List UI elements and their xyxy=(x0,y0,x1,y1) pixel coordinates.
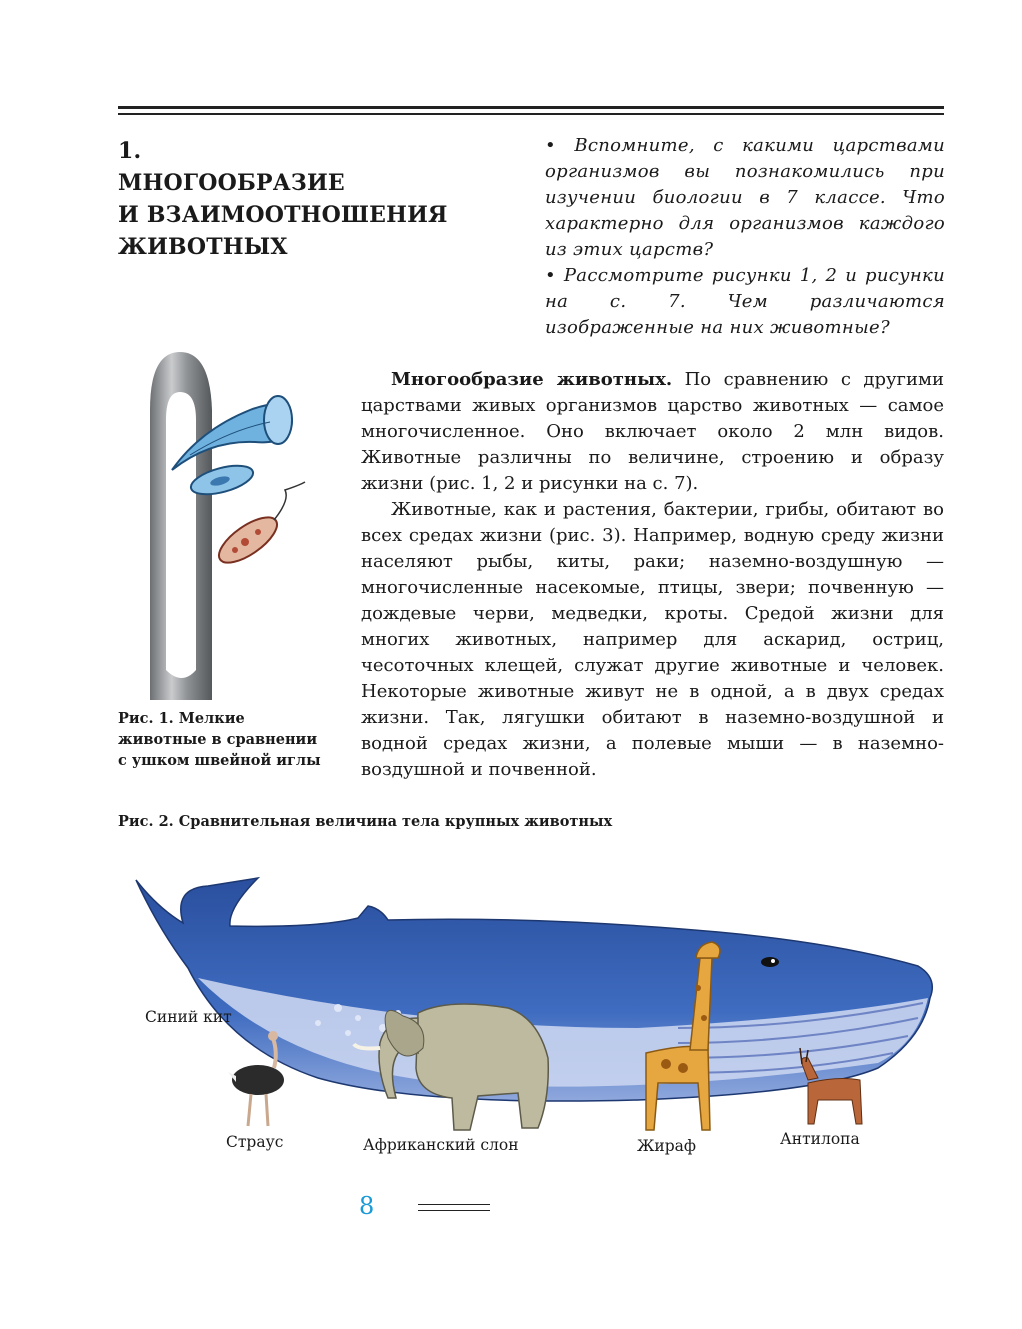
main-text xyxy=(361,367,944,783)
label-ostrich: Страус xyxy=(226,1133,284,1151)
needle-eye xyxy=(166,392,196,678)
chapter-title-line-1: МНОГООБРАЗИЕ xyxy=(118,170,345,196)
intro-question-1: • Вспомните, с какими царствами организмов вы познакомились при изучении биологии в 7 классе. Что характерно для организмов каждого из этих царств? xyxy=(545,135,945,260)
page-number-rule-1 xyxy=(418,1204,490,1205)
label-elephant: Африканский слон xyxy=(363,1136,519,1154)
top-rule xyxy=(118,106,944,109)
paragraph-2: Животные, как и растения, бактерии, грибы, обитают во всех средах жизни (рис. 3). Например, водную среду жизни населяют рыбы, киты, раки; наземно-воздушную — многочисленные насекомые, птицы, звери; почвенную — дождевые черви, медведки, кроты. Средой жизни для многих животных, например для аскарид, остриц, чесоточных клещей, служат другие животные и человек. Некоторые животные живут не в одной, а в двух средах жизни. Так, лягушки обитают в наземно-воздушной и водной средах жизни, а полевые мыши — в наземно-воздушной и почвенной. xyxy=(361,499,944,780)
animals-figure xyxy=(118,868,944,1168)
paragraph-1 xyxy=(361,367,944,497)
figure-2-caption: Рис. 2. Сравнительная величина тела крупных животных xyxy=(118,813,613,830)
chapter-title-line-2: И ВЗАИМООТНОШЕНИЯ xyxy=(118,202,448,228)
page-number-rule-2 xyxy=(418,1210,490,1211)
intro-questions xyxy=(545,133,945,341)
label-antelope: Антилопа xyxy=(780,1130,860,1148)
chapter-number: 1. xyxy=(118,138,142,164)
page-number: 8 xyxy=(359,1192,375,1220)
figure-1-caption: Рис. 1. Мелкие животные в сравнении с ушком швейной иглы xyxy=(118,710,321,769)
top-rule-second xyxy=(118,113,944,115)
paragraph-1-text: По сравнению с другими царствами живых организмов царство животных — самое многочисленное. Оно включает около 2 млн видов. Животные различны по величине, строению и образу жизни (рис. 1, 2 и рисунки на с. 7). xyxy=(361,369,944,494)
paragraph-1-heading: Многообразие животных. xyxy=(391,369,673,390)
label-blue-whale: Синий кит xyxy=(145,1008,232,1026)
needle-figure xyxy=(140,350,320,700)
euglena-organism xyxy=(212,482,305,571)
intro-question-2: • Рассмотрите рисунки 1, 2 и рисунки на с. 7. Чем различаются изображенные на них животные? xyxy=(545,265,945,338)
chapter-heading xyxy=(118,135,448,263)
label-giraffe: Жираф xyxy=(637,1137,697,1155)
chapter-title-line-3: ЖИВОТНЫХ xyxy=(118,234,288,260)
